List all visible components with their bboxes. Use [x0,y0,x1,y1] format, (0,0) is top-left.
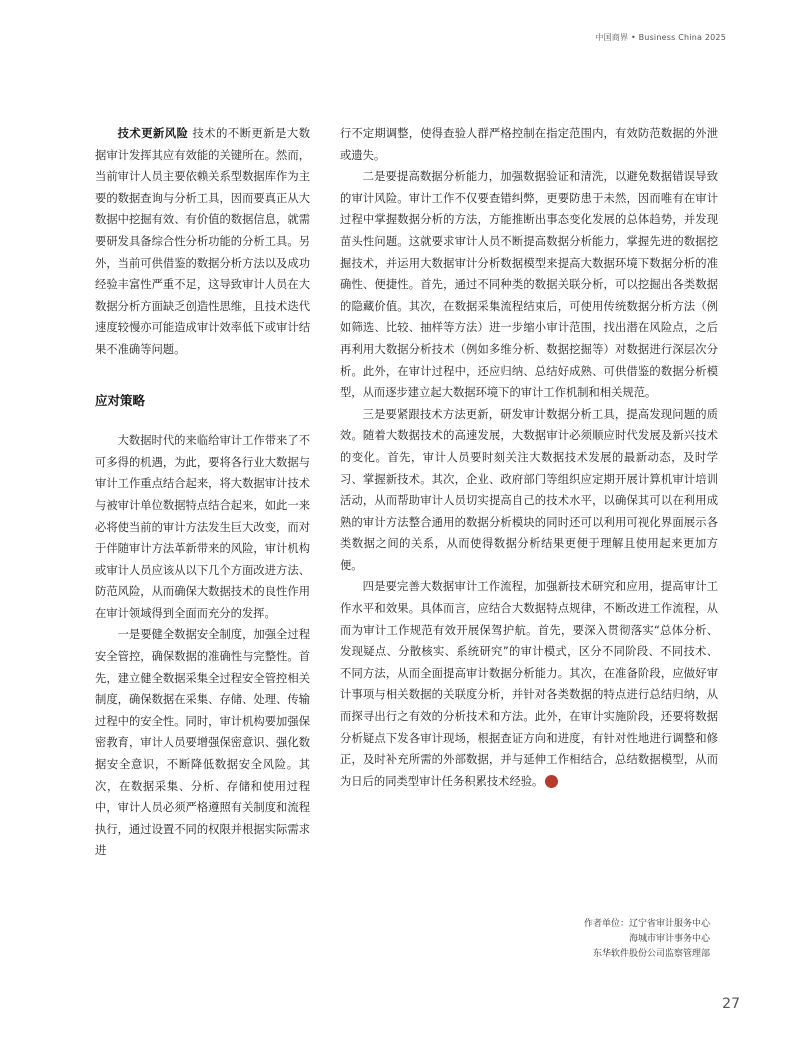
end-mark-icon: 商 [545,775,558,788]
right-column [340,123,718,792]
author-line: 东华软件股份公司监察管理部 [592,949,710,959]
paragraph-tech-risk [95,123,310,361]
paragraph-strategy-3: 三是要紧跟技术方法更新，研发审计数据分析工具，提高发现问题的质效。随着大数据技术的高速发展，大数据审计必须顺应时代发展及新兴技术的变化。首先，审计人员要时刻关注大数据技术发展的最新动态，及时学习、掌握新技术。其次，企业、政府部门等组织应定期开展计算机审计培训活动，从而帮助审计人员切实提高自己的技术水平，以确保其可以在利用成熟的审计方法整合通用的数据分析模块的同时还可以利用可视化界面展示各类数据之间的关系，从而使得数据分析结果更便于理解且使用起来更加方便。 [340,407,718,572]
paragraph-strategy-2: 二是要提高数据分析能力，加强数据验证和清洗，以避免数据错误导致的审计风险。审计工作不仅要查错纠弊，更要防患于未然，因而唯有在审计过程中掌握数据分析的方法，方能推断出事态变化发展的总体趋势，并发现苗头性问题。这就要求审计人员不断提高数据分析能力，掌握先进的数据挖掘技术，并运用大数据审计分析数据模型来提高大数据环境下数据分析的准确性、便捷性。首先，通过不同种类的数据关联分析，可以挖掘出各类数据的隐藏价值。其次，在数据采集流程结束后，可使用传统数据分析方法（例如筛选、比较、抽样等方法）进一步缩小审计范围，找出潜在风险点，之后再利用大数据分析技术（例如多维分析、数据挖掘等）对数据进行深层次分析。此外，在审计过程中，还应归纳、总结好成熟、可供借鉴的数据分析模型，从而逐步建立起大数据环境下的审计工作机制和相关规范。 [340,170,718,400]
author-line: 海城市审计事务中心 [628,934,710,944]
paragraph-intro: 大数据时代的来临给审计工作带来了不可多得的机遇，为此，要将各行业大数据与审计工作重点结合起来，将大数据审计技术与被审计单位数据特点结合起来，如此一来必将使当前的审计方法发生巨大改变，而对于伴随审计方法革新带来的风险，审计机构或审计人员应该从以下几个方面改进方法、防范风险，从而确保大数据技术的良性作用在审计领域得到全面而充分的发挥。 [95,434,310,620]
paragraph-text: 四是要完善大数据审计工作流程，加强新技术研究和应用，提高审计工作水平和效果。具体而言，应结合大数据特点规律，不断改进工作流程，从而为审计工作规范有效开展保驾护航。首先，要深入贯彻落实“总体分析、发现疑点、分散核实、系统研究”的审计模式，区分不同阶段、不同技术、不同方法，从而全面提高审计数据分析能力。其次，在准备阶段，应做好审计事项与相关数据的关联度分析，并针对各类数据的特点进行总结归纳，从而探寻出行之有效的分析技术和方法。此外，在审计实施阶段，还要将数据分析疑点下发各审计现场，根据查证方向和进度，有针对性地进行调整和修正，及时补充所需的外部数据，并与延伸工作相结合，总结数据模型，从而为日后的同类型审计任务积累技术经验。 [340,580,718,788]
page-number: 27 [722,996,740,1012]
author-affiliations [584,917,710,962]
section-title: 应对策略 [95,392,146,408]
lead-term: 技术更新风险 [117,127,189,140]
paragraph-continued: 行不定期调整，使得查验人群严格控制在指定范围内，有效防范数据的外泄或遗失。 [340,127,718,162]
left-column [95,123,310,862]
paragraph-strategy-1: 一是要健全数据安全制度，加强全过程安全管控，确保数据的准确性与完整性。首先，建立健全数据采集全过程安全管控相关制度，确保数据在采集、存储、处理、传输过程中的安全性。同时，审计机构要加强保密教育，审计人员要增强保密意识、强化数据安全意识，不断降低数据安全风险。其次，在数据采集、分析、存储和使用过程中，审计人员必须严格遵照有关制度和流程执行，通过设置不同的权限并根据实际需求进 [95,628,310,858]
paragraph-strategy-4 [340,576,718,792]
author-line: 作者单位：辽宁省审计服务中心 [583,919,710,929]
running-header: 中国商界 • Business China 2025 [595,33,726,42]
paragraph-text: 技术的不断更新是大数据审计发挥其应有效能的关键所在。然而，当前审计人员主要依赖关系型数据库作为主要的数据查询与分析工具，因而要真正从大数据中挖掘有效、有价值的数据信息，就需要研发具备综合性分析功能的分析工具。另外，当前可供借鉴的数据分析方法以及成功经验丰富性严重不足，这导致审计人员在大数据分析方面缺乏创造性思维，且技术迭代速度较慢亦可能造成审计效率低下或审计结果不准确等问题。 [95,127,310,356]
